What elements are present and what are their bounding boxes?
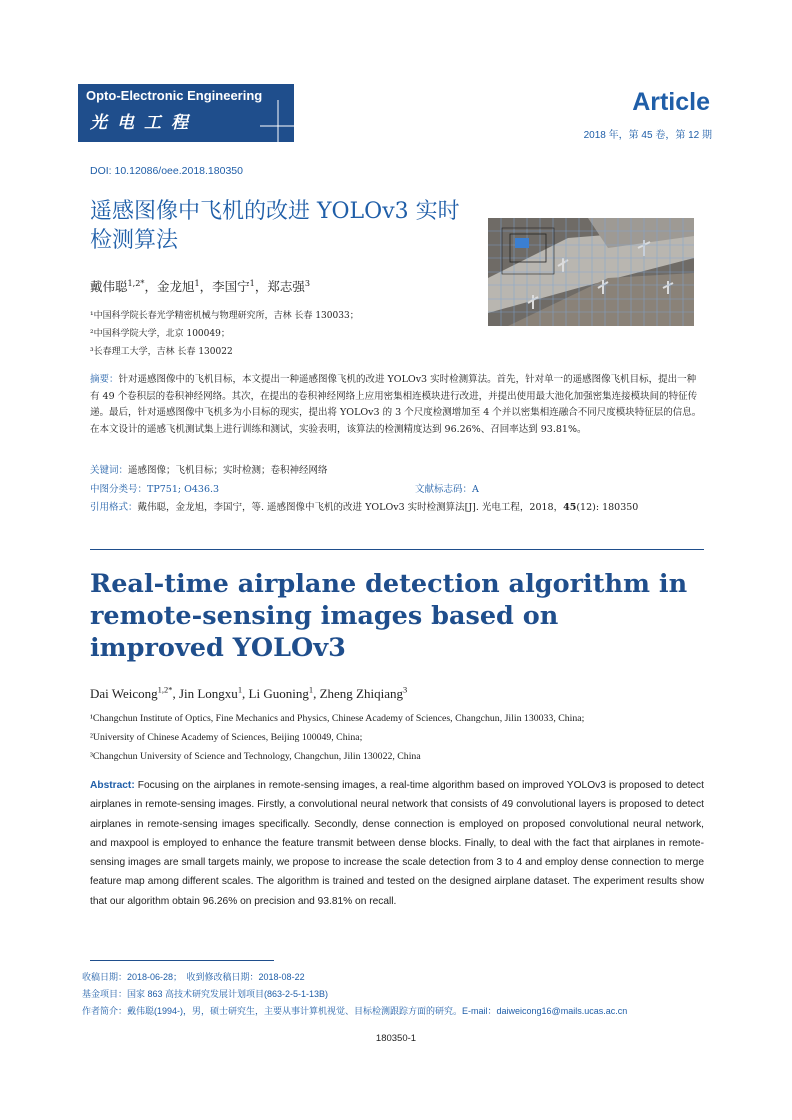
document-code: 文献标志码：A — [415, 484, 479, 495]
page-number: 180350-1 — [375, 1033, 417, 1044]
affiliation-en: ³Changchun University of Science and Technology, Changchun, Jilin 130022, China — [90, 751, 421, 762]
abstract-zh — [90, 372, 704, 438]
issue-info: 2018 年，第 45 卷，第 12 期 — [583, 130, 712, 141]
footnote-author: 作者简介：戴伟聪(1994-)，男，硕士研究生，主要从事计算机视觉、目标检测跟踪方面的研究。E-mail：daiweicong16@mails.ucas.ac.cn — [82, 1006, 628, 1016]
crosshair-icon — [258, 100, 298, 152]
authors-zh: 戴伟聪$^{1,2*}$，金龙旭$^1$，李国宁$^1$，郑志强$^3$ — [90, 277, 311, 294]
divider — [90, 549, 704, 550]
abstract-en — [90, 776, 704, 911]
title-en: Real-time airplane detection algorithm in remote-sensing images based on improved YOLOv3 — [90, 569, 688, 663]
journal-name-zh: 光电工程 — [90, 113, 198, 133]
affiliation-zh: ³长春理工大学，吉林 长春 130022 — [90, 347, 233, 357]
citation: 引用格式：戴伟聪，金龙旭，李国宁，等. 遥感图像中飞机的改进 YOLOv3 实时检测算法[J]. 光电工程，2018，45(12): 180350 — [90, 502, 639, 513]
affiliation-en: ²University of Chinese Academy of Sciences, Beijing 100049, China; — [90, 732, 363, 743]
abstract-zh-text: 针对遥感图像中的飞机目标，本文提出一种遥感图像飞机的改进 YOLOv3 实时检测算法。首先，针对单一的遥感图像飞机目标，提出一种有 49 个卷积层的卷积神经网络。其次，在提出的卷积神经网络上应用密集相连模块进行改进，并提出使用最大池化加强密集连接模块间的特征传递。最后，针对遥感图像中飞机多为小目标的现实，提出将 YOLOv3 的 3 个尺度检测增加至 4 个并以密集相连融合不同尺度模块特征层的信息。在本文设计的遥感飞机测试集上进行训练和测试，实验表明，该算法的检测精度达到 96.26%、召回率达到 93.81%。 — [90, 374, 702, 435]
abstract-zh-label: 摘要： — [90, 374, 119, 385]
footnote-divider — [90, 960, 274, 961]
abstract-en-label: Abstract: — [90, 780, 135, 791]
clc-number: 中图分类号：TP751; O436.3 — [90, 484, 220, 495]
affiliation-zh: ²中国科学院大学，北京 100049； — [90, 329, 230, 339]
doi-link[interactable]: DOI: 10.12086/oee.2018.180350 — [90, 165, 243, 177]
remote-sensing-figure — [488, 218, 694, 326]
keywords-zh: 关键词：遥感图像；飞机目标；实时检测；卷积神经网络 — [90, 465, 328, 476]
abstract-en-text: Focusing on the airplanes in remote-sensing images, a real-time algorithm based on improved YOLOv3 is proposed to detect airplanes in remote-sensing images. Firstly, a convolutional neural network that consists of 49 convolutional layers is proposed to detect airplanes in remote-sensing images specifically. Secondly, dense connection is employed on proposed convolutional neural network, and maxpool is employed to enhance the feature transmit between dense blocks. Finally, to deal with the fact that airplanes in remote-sensing images are small targets mainly, we propose to increase the scale detection from 3 to 4 and employ dense connection to merge feature map among different scales. The algorithm is trained and tested on the designed airplane dataset. The experiment results show that our algorithm obtain 96.26% on precision and 93.81% on recall. — [90, 780, 704, 907]
affiliation-zh: ¹中国科学院长春光学精密机械与物理研究所，吉林 长春 130033； — [90, 311, 359, 321]
article-type-label: Article — [632, 88, 710, 116]
title-zh: 遥感图像中飞机的改进 YOLOv3 实时检测算法 — [90, 199, 460, 253]
footnote-received: 收稿日期：2018-06-28； 收到修改稿日期：2018-08-22 — [82, 972, 305, 982]
footnote-fund: 基金项目：国家 863 高技术研究发展计划项目(863-2-5-1-13B) — [82, 989, 329, 999]
authors-en: Dai Weicong$^{1,2*}$, Jin Longxu$^1$, Li Guoning$^1$, Zheng Zhiqiang$^3$ — [90, 684, 408, 701]
journal-logo — [78, 84, 294, 142]
journal-name-en: Opto-Electronic Engineering — [86, 88, 263, 103]
affiliation-en: ¹Changchun Institute of Optics, Fine Mechanics and Physics, Chinese Academy of Sciences, Changchun, Jilin 130033, China; — [90, 713, 585, 724]
